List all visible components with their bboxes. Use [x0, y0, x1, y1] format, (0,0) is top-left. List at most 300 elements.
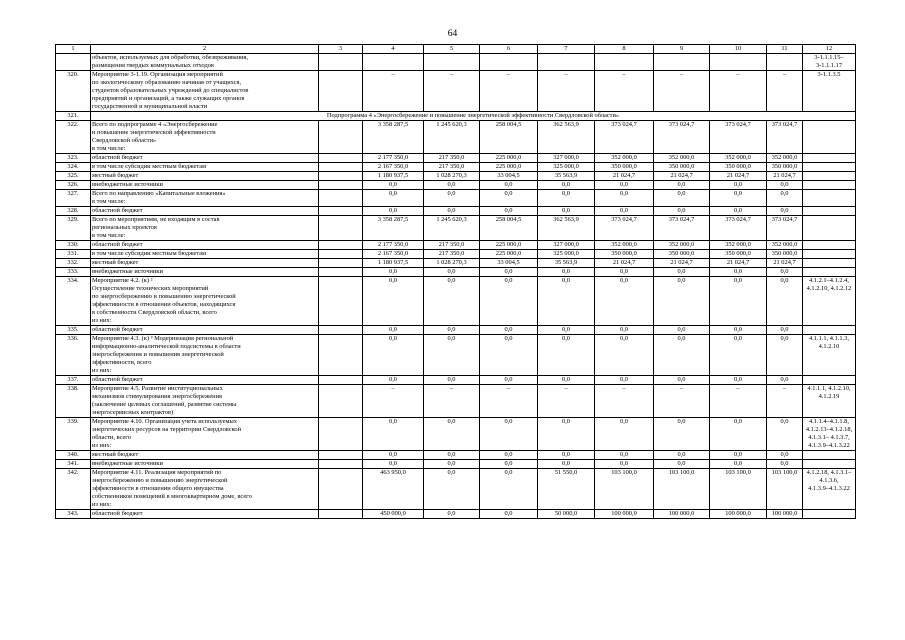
row-number: 338. — [56, 385, 91, 418]
column-3-cell — [319, 163, 363, 172]
column-header-2: 2 — [91, 45, 319, 54]
value-cell: 0,0 — [480, 181, 538, 190]
description-line: и повышение энергетической эффективности — [92, 129, 216, 136]
target-indicator-cell — [803, 418, 856, 451]
value-cell: 0,0 — [424, 376, 480, 385]
target-indicator-cell — [803, 163, 856, 172]
value-cell: 0,0 — [363, 277, 424, 326]
value-cell: 0,0 — [710, 268, 767, 277]
value-cell: 3 358 287,5 — [363, 216, 424, 241]
row-number: 328. — [56, 207, 91, 216]
value-cell — [363, 54, 424, 71]
target-indicator-cell — [803, 376, 856, 385]
value-cell: 258 004,5 — [480, 216, 538, 241]
column-3-cell — [319, 172, 363, 181]
value-cell: 33 004,5 — [480, 172, 538, 181]
value-cell: 373 024,7 — [654, 121, 710, 154]
value-cell: 0,0 — [424, 451, 480, 460]
target-indicator-line: 4.1.2.19 — [818, 393, 840, 400]
table-row — [56, 460, 856, 469]
row-description — [91, 71, 319, 112]
value-cell: 0,0 — [767, 460, 803, 469]
value-cell: 0,0 — [538, 460, 595, 469]
value-cell: 0,0 — [595, 207, 654, 216]
table-row — [56, 54, 856, 71]
value-cell — [654, 54, 710, 71]
value-cell: 463 950,0 — [363, 469, 424, 510]
column-header-6: 6 — [480, 45, 538, 54]
value-cell: 0,0 — [480, 510, 538, 519]
description-line: областной бюджет — [92, 376, 143, 383]
value-cell: – — [538, 385, 595, 418]
description-line: местный бюджет — [92, 451, 139, 458]
row-number: 320. — [56, 71, 91, 112]
description-line: в том числе субсидии местным бюджетам — [92, 250, 207, 257]
value-cell: 0,0 — [654, 451, 710, 460]
value-cell: 21 024,7 — [767, 172, 803, 181]
row-description — [91, 241, 319, 250]
value-cell: 0,0 — [480, 335, 538, 376]
value-cell: 1 028 270,3 — [424, 172, 480, 181]
value-cell: 350 000,0 — [595, 163, 654, 172]
target-indicator-cell — [803, 181, 856, 190]
description-line: (заключение целевых соглашений, развитие системы — [92, 401, 237, 408]
description-line: внебюджетные источники — [92, 181, 163, 188]
description-line: из них: — [92, 501, 112, 508]
description-line: внебюджетные источники — [92, 268, 163, 275]
value-cell: – — [710, 71, 767, 112]
description-line: Мероприятие 4.3. (к) ³ Модернизация региональной — [92, 335, 234, 342]
value-cell: 373 024,7 — [767, 216, 803, 241]
value-cell: 0,0 — [710, 418, 767, 451]
value-cell: 217 350,0 — [424, 163, 480, 172]
row-description — [91, 326, 319, 335]
row-number: 327. — [56, 190, 91, 207]
target-indicator-cell — [803, 207, 856, 216]
column-3-cell — [319, 121, 363, 154]
row-number: 343. — [56, 510, 91, 519]
description-line: государственной и муниципальной власти — [92, 103, 208, 110]
table-row — [56, 190, 856, 207]
row-description — [91, 181, 319, 190]
value-cell: 51 550,0 — [538, 469, 595, 510]
value-cell: 0,0 — [538, 268, 595, 277]
target-indicator-line: 4.1.3.9–4.1.3.22 — [808, 485, 850, 492]
value-cell: – — [480, 385, 538, 418]
target-indicator-line: 4.1.2.10 — [818, 343, 840, 350]
value-cell: 21 024,7 — [710, 259, 767, 268]
column-header-1: 1 — [56, 45, 91, 54]
value-cell: 0,0 — [595, 376, 654, 385]
row-number: 335. — [56, 326, 91, 335]
value-cell: 0,0 — [424, 326, 480, 335]
value-cell: 1 245 620,3 — [424, 121, 480, 154]
table-row — [56, 376, 856, 385]
target-indicator-line: 4.1.2.13–4.1.2.18, — [805, 426, 853, 433]
value-cell: 0,0 — [424, 469, 480, 510]
row-description — [91, 376, 319, 385]
description-line: Осуществление технических мероприятий — [92, 285, 209, 292]
target-indicator-line: 4.1.1.1, 4.1.2.10, — [807, 385, 851, 392]
target-indicator-cell — [803, 460, 856, 469]
value-cell: – — [363, 385, 424, 418]
value-cell — [424, 54, 480, 71]
value-cell: 0,0 — [363, 451, 424, 460]
row-number: 339. — [56, 418, 91, 451]
column-3-cell — [319, 181, 363, 190]
target-indicator-cell — [803, 335, 856, 376]
table-row — [56, 510, 856, 519]
column-3-cell — [319, 385, 363, 418]
table-row — [56, 163, 856, 172]
value-cell: 0,0 — [595, 268, 654, 277]
value-cell: 21 024,7 — [654, 172, 710, 181]
value-cell: 0,0 — [424, 277, 480, 326]
row-description — [91, 451, 319, 460]
value-cell: 217 350,0 — [424, 241, 480, 250]
value-cell: 0,0 — [767, 277, 803, 326]
value-cell — [710, 54, 767, 71]
row-description — [91, 54, 319, 71]
table-row — [56, 418, 856, 451]
row-number: 321. — [56, 112, 91, 121]
value-cell: 0,0 — [767, 335, 803, 376]
target-indicator-line: 3-1.1.3.5 — [817, 71, 841, 78]
value-cell: 0,0 — [538, 190, 595, 207]
value-cell: 0,0 — [767, 376, 803, 385]
value-cell: 0,0 — [424, 460, 480, 469]
target-indicator-line: 4.1.3.1– 4.1.3.7, — [808, 434, 850, 441]
column-3-cell — [319, 154, 363, 163]
value-cell: 0,0 — [480, 326, 538, 335]
row-number: 342. — [56, 469, 91, 510]
value-cell: 327 000,0 — [538, 154, 595, 163]
description-line: из них: — [92, 442, 112, 449]
column-3-cell — [319, 326, 363, 335]
value-cell — [480, 54, 538, 71]
value-cell: 0,0 — [654, 376, 710, 385]
description-line: энергосервисных контрактов) — [92, 409, 174, 416]
table-row — [56, 121, 856, 154]
value-cell: 0,0 — [363, 207, 424, 216]
row-number: 323. — [56, 154, 91, 163]
row-number: 325. — [56, 172, 91, 181]
row-description — [91, 207, 319, 216]
value-cell: 0,0 — [480, 451, 538, 460]
row-description — [91, 268, 319, 277]
value-cell: 0,0 — [595, 181, 654, 190]
value-cell: 0,0 — [538, 335, 595, 376]
description-line: студентов образовательных учреждений до специалистов — [92, 87, 249, 94]
table-row — [56, 112, 856, 121]
value-cell: 350 000,0 — [767, 250, 803, 259]
column-3-cell — [319, 71, 363, 112]
target-indicator-line: 3-1.1.1.15– — [814, 54, 844, 61]
column-3-cell — [319, 510, 363, 519]
row-description — [91, 259, 319, 268]
table-row — [56, 469, 856, 510]
value-cell: 362 563,9 — [538, 121, 595, 154]
description-line: в том числе: — [92, 198, 126, 205]
column-header-8: 8 — [595, 45, 654, 54]
value-cell: 0,0 — [767, 190, 803, 207]
column-header-4: 4 — [363, 45, 424, 54]
column-header-7: 7 — [538, 45, 595, 54]
description-line: в том числе: — [92, 232, 126, 239]
value-cell: 0,0 — [654, 326, 710, 335]
row-number: 326. — [56, 181, 91, 190]
row-description — [91, 121, 319, 154]
row-description — [91, 163, 319, 172]
value-cell — [767, 54, 803, 71]
value-cell: – — [595, 385, 654, 418]
row-description — [91, 216, 319, 241]
column-3-cell — [319, 259, 363, 268]
value-cell: 0,0 — [710, 207, 767, 216]
value-cell: 0,0 — [767, 326, 803, 335]
value-cell: 373 024,7 — [710, 216, 767, 241]
value-cell: 350 000,0 — [710, 163, 767, 172]
target-indicator-cell — [803, 451, 856, 460]
value-cell: 0,0 — [480, 469, 538, 510]
budget-table — [55, 44, 856, 519]
value-cell: – — [424, 71, 480, 112]
value-cell: 0,0 — [654, 418, 710, 451]
column-3-cell — [319, 277, 363, 326]
row-description — [91, 250, 319, 259]
value-cell: 327 000,0 — [538, 241, 595, 250]
description-line: из них: — [92, 317, 112, 324]
value-cell: 1 028 270,3 — [424, 259, 480, 268]
description-line: внебюджетные источники — [92, 460, 163, 467]
page-number: 64 — [447, 29, 458, 39]
description-line: энергосбережения и повышения энергетической — [92, 351, 224, 358]
value-cell: 0,0 — [538, 451, 595, 460]
target-indicator-line: 4.1.2.1–4.1.2.4, — [809, 277, 849, 284]
value-cell: 0,0 — [654, 181, 710, 190]
value-cell: 0,0 — [480, 277, 538, 326]
value-cell: 0,0 — [480, 207, 538, 216]
column-3-cell — [319, 418, 363, 451]
table-row — [56, 71, 856, 112]
description-line: Всего по мероприятиям, не входящим в состав — [92, 216, 220, 223]
value-cell: 0,0 — [710, 190, 767, 207]
row-number: 329. — [56, 216, 91, 241]
value-cell: 1 180 937,5 — [363, 259, 424, 268]
description-line: объектов, используемых для обработки, обезвреживания, — [92, 54, 249, 61]
description-line: Мероприятие 4.10. Организация учета используемых — [92, 418, 237, 425]
description-line: областной бюджет — [92, 510, 143, 517]
row-description — [91, 154, 319, 163]
target-indicator-cell — [803, 259, 856, 268]
value-cell: 21 024,7 — [654, 259, 710, 268]
description-line: эффективности в отношении общего имущества — [92, 485, 224, 492]
value-cell: 350 000,0 — [767, 163, 803, 172]
value-cell: 103 100,0 — [595, 469, 654, 510]
column-header-10: 10 — [710, 45, 767, 54]
value-cell: 0,0 — [538, 277, 595, 326]
value-cell: 0,0 — [767, 418, 803, 451]
value-cell: 0,0 — [363, 190, 424, 207]
description-line: Мероприятие 4.5. Развитие институциональных — [92, 385, 223, 392]
value-cell: 35 563,9 — [538, 172, 595, 181]
description-line: местный бюджет — [92, 259, 139, 266]
row-description — [91, 277, 319, 326]
value-cell: 0,0 — [480, 190, 538, 207]
row-number: 322. — [56, 121, 91, 154]
description-line: эффективности в отношении объектов, находящихся — [92, 301, 236, 308]
value-cell: 362 563,9 — [538, 216, 595, 241]
target-indicator-line: 4.1.3.9–4.1.3.22 — [808, 442, 850, 449]
value-cell: 1 180 937,5 — [363, 172, 424, 181]
row-number: 340. — [56, 451, 91, 460]
value-cell: 0,0 — [595, 277, 654, 326]
column-3-cell — [319, 268, 363, 277]
value-cell: 225 000,0 — [480, 163, 538, 172]
target-indicator-cell — [803, 71, 856, 112]
column-3-cell — [319, 207, 363, 216]
description-line: энергосбережению и повышению энергетической — [92, 477, 228, 484]
description-line: предприятий и организаций, а также служащих органов — [92, 95, 245, 102]
table-row — [56, 241, 856, 250]
row-description — [91, 172, 319, 181]
value-cell: 217 350,0 — [424, 250, 480, 259]
value-cell: 0,0 — [480, 460, 538, 469]
target-indicator-cell — [803, 326, 856, 335]
description-line: местный бюджет — [92, 172, 139, 179]
value-cell: 352 000,0 — [710, 154, 767, 163]
value-cell: 352 000,0 — [595, 241, 654, 250]
description-line: собственников помещений в многоквартирном доме, всего — [92, 493, 252, 500]
description-line: областной бюджет — [92, 326, 143, 333]
value-cell: 225 000,0 — [480, 154, 538, 163]
table-row — [56, 216, 856, 241]
value-cell: 1 245 620,3 — [424, 216, 480, 241]
table-row — [56, 172, 856, 181]
value-cell: – — [767, 385, 803, 418]
value-cell: 0,0 — [654, 268, 710, 277]
row-description — [91, 385, 319, 418]
value-cell: 0,0 — [363, 181, 424, 190]
value-cell: 0,0 — [424, 335, 480, 376]
table-row — [56, 268, 856, 277]
description-line: областной бюджет — [92, 154, 143, 161]
value-cell: 373 024,7 — [595, 216, 654, 241]
value-cell: 0,0 — [363, 418, 424, 451]
value-cell: 0,0 — [595, 451, 654, 460]
value-cell: 2 167 350,0 — [363, 250, 424, 259]
target-indicator-cell — [803, 241, 856, 250]
value-cell: 0,0 — [654, 277, 710, 326]
column-header-12: 12 — [803, 45, 856, 54]
description-line: по экологическому образованию начиная от учащихся, — [92, 79, 242, 86]
value-cell: 50 000,0 — [538, 510, 595, 519]
target-indicator-cell — [803, 250, 856, 259]
value-cell: 2 177 350,0 — [363, 154, 424, 163]
description-line: Всего по направлению «Капитальные вложения» — [92, 190, 226, 197]
table-row — [56, 181, 856, 190]
description-line: региональных проектов — [92, 224, 157, 231]
value-cell: 0,0 — [363, 376, 424, 385]
table-row — [56, 335, 856, 376]
value-cell: 21 024,7 — [710, 172, 767, 181]
row-description — [91, 469, 319, 510]
column-3-cell — [319, 451, 363, 460]
column-3-cell — [319, 241, 363, 250]
value-cell — [538, 54, 595, 71]
value-cell: 373 024,7 — [654, 216, 710, 241]
value-cell: – — [767, 71, 803, 112]
row-description — [91, 510, 319, 519]
value-cell: 0,0 — [710, 376, 767, 385]
value-cell: 0,0 — [767, 207, 803, 216]
value-cell: 373 024,7 — [767, 121, 803, 154]
value-cell: 350 000,0 — [654, 163, 710, 172]
value-cell: 258 004,5 — [480, 121, 538, 154]
value-cell: 0,0 — [424, 268, 480, 277]
value-cell: 0,0 — [424, 207, 480, 216]
value-cell: 0,0 — [595, 190, 654, 207]
value-cell: 373 024,7 — [595, 121, 654, 154]
value-cell: 0,0 — [480, 418, 538, 451]
description-line: размещения твердых коммунальных отходов — [92, 62, 214, 69]
value-cell: – — [595, 71, 654, 112]
value-cell: 225 000,0 — [480, 250, 538, 259]
value-cell: – — [363, 71, 424, 112]
target-indicator-cell — [803, 121, 856, 154]
target-indicator-cell — [803, 216, 856, 241]
table-row — [56, 385, 856, 418]
column-header-9: 9 — [654, 45, 710, 54]
row-number: 324. — [56, 163, 91, 172]
value-cell: 21 024,7 — [595, 259, 654, 268]
target-indicator-line: 4.1.3.6, — [819, 477, 839, 484]
value-cell: 0,0 — [654, 190, 710, 207]
subprogram-heading: Подпрограмма 4 «Энергосбережение и повышение энергетической эффективности Свердловской области» — [91, 112, 856, 121]
column-3-cell — [319, 376, 363, 385]
column-3-cell — [319, 216, 363, 241]
row-description — [91, 335, 319, 376]
value-cell: – — [538, 71, 595, 112]
row-description — [91, 418, 319, 451]
row-number: 337. — [56, 376, 91, 385]
table-row — [56, 154, 856, 163]
column-header-11: 11 — [767, 45, 803, 54]
value-cell: 2 167 350,0 — [363, 163, 424, 172]
value-cell: 2 177 350,0 — [363, 241, 424, 250]
value-cell: 0,0 — [538, 207, 595, 216]
value-cell: 0,0 — [710, 277, 767, 326]
column-3-cell — [319, 250, 363, 259]
description-line: из них: — [92, 367, 112, 374]
target-indicator-line: 4.1.1.4–4.1.1.8, — [809, 418, 849, 425]
value-cell: 352 000,0 — [595, 154, 654, 163]
value-cell: 325 000,0 — [538, 250, 595, 259]
row-number: 336. — [56, 335, 91, 376]
row-number: 331. — [56, 250, 91, 259]
description-line: по энергосбережению и повышению энергетической — [92, 293, 236, 300]
value-cell: 100 000,0 — [767, 510, 803, 519]
value-cell — [595, 54, 654, 71]
target-indicator-line: 4.1.2.10, 4.1.2.12 — [806, 285, 852, 292]
column-3-cell — [319, 190, 363, 207]
value-cell: 352 000,0 — [710, 241, 767, 250]
target-indicator-line: 4.1.2.18, 4.1.3.1– — [806, 469, 852, 476]
value-cell: 21 024,7 — [767, 259, 803, 268]
value-cell: 352 000,0 — [654, 154, 710, 163]
column-3-cell — [319, 54, 363, 71]
target-indicator-cell — [803, 469, 856, 510]
